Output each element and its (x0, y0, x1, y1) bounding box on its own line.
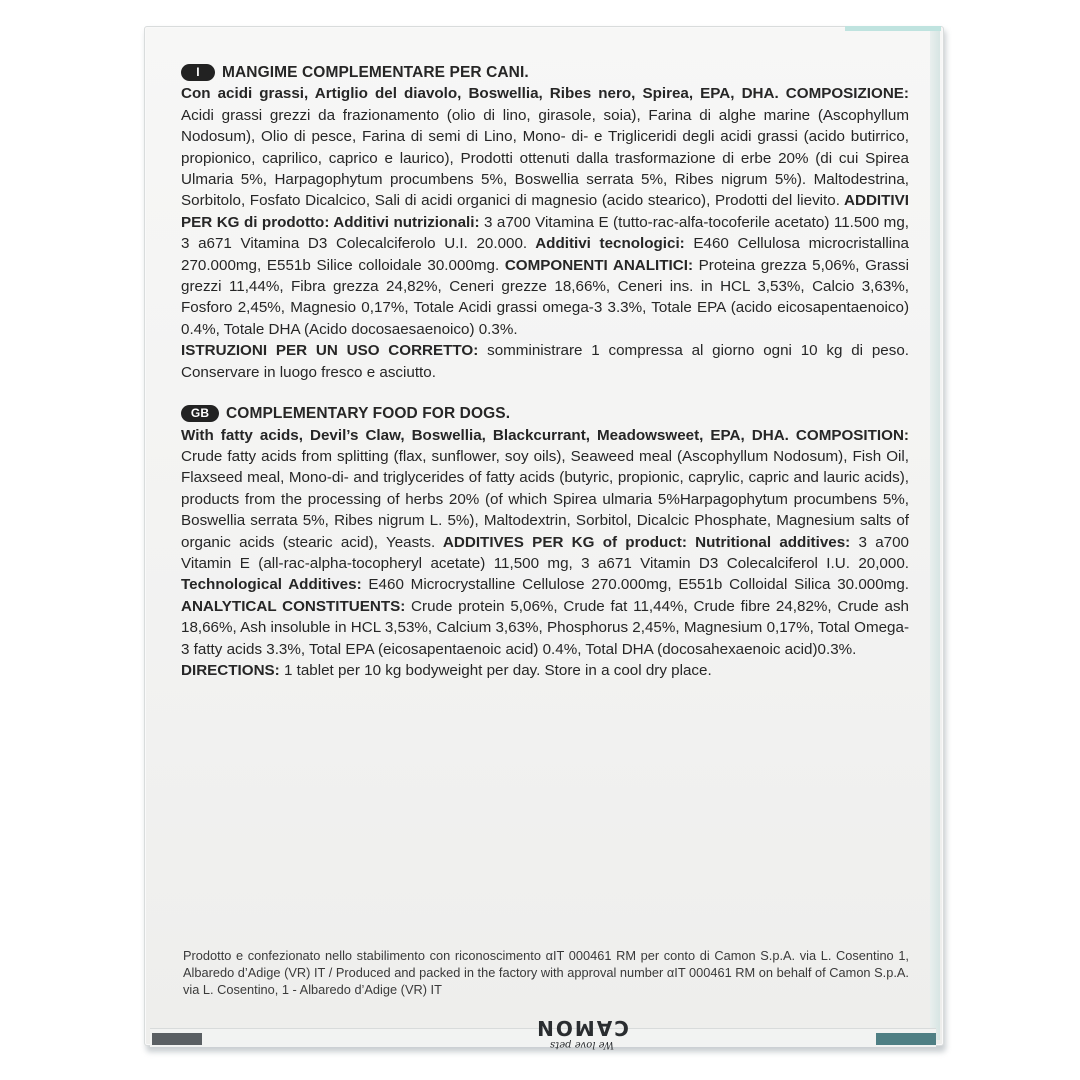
italian-composition-text: Acidi grassi grezzi da frazionamento (olio di lino, girasole, soia), Farina di alghe marine (Ascophyllum Nodosum), Olio di pesce, Farina di semi di Lino, Mono- di- e Trigliceridi degli acidi grassi (acido butirrico, propionico, caprilico, caprico e laurico), Prodotti ottenuti dalla trasformazione di erbe 20% (di cui Spirea Ulmaria 5%, Harpagophytum procumbens 5%, Boswellia serrata 5%, Ribes nigrum 5%). Maltodestrina, Sorbitolo, Fosfato Dicalcico, Sali di acidi organici di magnesio (acido stearico), Prodotti del lievito. (181, 106, 909, 210)
brand-logo-upside-down (492, 1016, 672, 1050)
italian-directions-label: ISTRUZIONI PER UN USO CORRETTO: (181, 342, 479, 360)
english-additives-label: ADDITIVES PER KG of product: Nutritional additives: (435, 533, 851, 551)
english-tech-label: Technological Additives: (181, 576, 362, 594)
english-analytics-label: ANALYTICAL CONSTITUENTS: (181, 597, 406, 615)
box-right-edge (930, 30, 940, 1040)
italian-analytics-text: Proteina grezza 5,06%, Grassi grezzi 11,44%, Fibra grezza 24,82%, Ceneri grezze 18,66%, Ceneri ins. in HCL 3,53%, Calcio 3,63%, Fosforo 2,45%, Magnesio 0,17%, Totale Acidi grassi omega-3 3.3%, Totale EPA (acido eicosapentaenoico) 0.4%, Totale DHA (Acido docosaesaenoico) 0.3%. (181, 256, 909, 338)
english-additives-text: 3 a700 Vitamin E (all-rac-alpha-tocopheryl acetate) 11,500 mg, 3 a671 Vitamin D3 Colecalciferol I.U. 20,000. (181, 533, 909, 572)
flap-dark-strip-right (876, 1033, 936, 1045)
english-analytics-text: Crude protein 5,06%, Crude fat 11,44%, Crude fibre 24,82%, Crude ash 18,66%, Ash insoluble in HCL 3,53%, Calcium 3,63%, Phosphorus 2,45%, Magnesium 0,17%, Total Omega-3 fatty acids 3.3%, Total EPA (eicosapentaenoic acid) 0.4%, Total DHA (docosahexaenoic acid)0.3%. (181, 597, 909, 658)
brand-tagline: We love pets (550, 1039, 614, 1050)
english-badge: GB (181, 405, 219, 422)
italian-directions-text: somministrare 1 compressa al giorno ogni 10 kg di peso. Conservare in luogo fresco e asciutto. (181, 342, 909, 381)
italian-composition-label: COMPOSIZIONE: (785, 85, 909, 103)
english-composition-text: Crude fatty acids from splitting (flax, sunflower, soy oils), Seaweed meal (Ascophyllum Nodosum), Fish Oil, Flaxseed meal, Mono-di- and triglycerides of fatty acids (butyric, propionic, caprylic, capric and lauric acids), products from the processing of herbs 20% (of which Spirea ulmaria 5%Harpagophytum procumbens 5%, Boswellia serrata 5%, Ribes nigrum L. 5%), Maltodextrin, Sorbitol, Dicalcic Phosphate, Magnesium salts of organic acids (stearic acid), Yeasts. (181, 447, 909, 551)
english-composition-paragraph (181, 425, 909, 660)
italian-heading (181, 62, 909, 83)
flap-dark-strip-left (152, 1033, 202, 1045)
section-spacer (181, 383, 909, 403)
box-top-accent (845, 26, 941, 31)
italian-subtitle: Con acidi grassi, Artiglio del diavolo, Boswellia, Ribes nero, Spirea, EPA, DHA. (181, 85, 779, 103)
manufacturer-footer: Prodotto e confezionato nello stabilimento con riconoscimento αIT 000461 RM per conto di Camon S.p.A. via L. Cosentino 1, Albaredo d’Adige (VR) IT / Produced and packed in the factory with approval number αIT 000461 RM on behalf of Camon S.p.A. via L. Cosentino, 1 - Albaredo d’Adige (VR) IT (183, 948, 909, 997)
italian-tech-label: Additivi tecnologici: (527, 235, 685, 253)
brand-logo-text: CAMON (535, 1016, 629, 1040)
italian-additives-label: ADDITIVI PER KG di prodotto: Additivi nutrizionali: (181, 192, 909, 231)
english-directions-paragraph (181, 660, 909, 681)
italian-additives-text: 3 a700 Vitamina E (tutto-rac-alfa-tocoferile acetato) 11.500 mg, 3 a671 Vitamina D3 Colecalciferolo U.I. 20.000. (181, 213, 909, 253)
italian-tech-text: E460 Cellulosa microcristallina 270.000mg, E551b Silice colloidale 30.000mg. (181, 235, 909, 274)
english-directions-text: 1 tablet per 10 kg bodyweight per day. Store in a cool dry place. (279, 661, 712, 679)
english-directions-label: DIRECTIONS: (181, 661, 280, 679)
italian-composition-paragraph (181, 83, 909, 340)
english-title: COMPLEMENTARY FOOD FOR DOGS. (226, 405, 511, 423)
italian-badge: I (181, 64, 215, 81)
english-heading (181, 403, 909, 424)
italian-analytics-label: COMPONENTI ANALITICI: (499, 256, 694, 274)
label-text-block (181, 62, 909, 681)
italian-directions-paragraph (181, 340, 909, 383)
italian-title: MANGIME COMPLEMENTARE PER CANI. (222, 64, 529, 81)
english-tech-text: E460 Microcrystalline Cellulose 270.000mg, E551b Colloidal Silica 30.000mg. (361, 576, 909, 594)
english-subtitle: With fatty acids, Devil’s Claw, Boswellia, Blackcurrant, Meadowsweet, EPA, DHA. COMPOSITION: (181, 426, 909, 444)
